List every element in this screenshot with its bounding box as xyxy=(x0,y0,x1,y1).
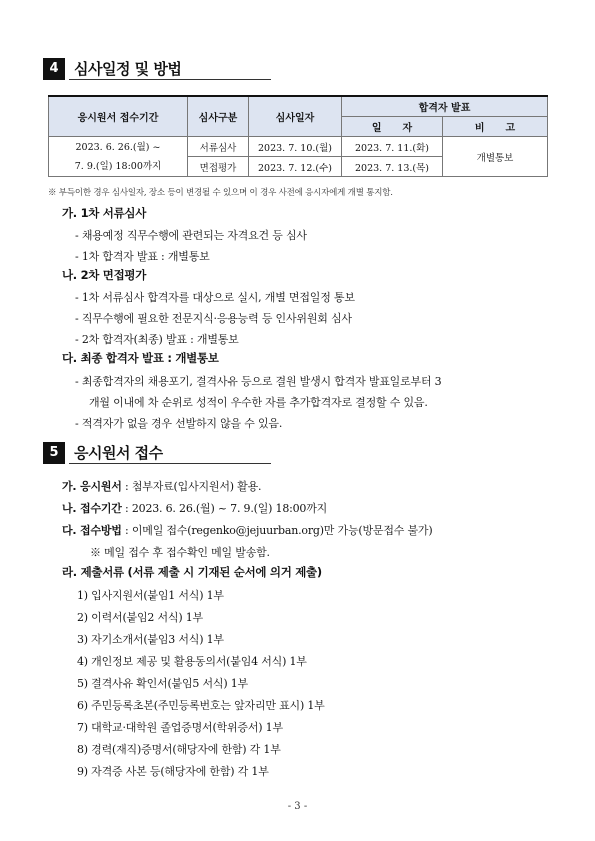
document-item: 4) 개인정보 제공 및 활용동의서(붙임4 서식) 1부 xyxy=(77,655,307,668)
page-number: - 3 - xyxy=(287,801,308,812)
method-note: ※ 메일 접수 후 접수확인 메일 발송함. xyxy=(90,546,270,559)
schedule-note: ※ 부득이한 경우 심사일자, 장소 등이 변경될 수 있으며 이 경우 사전에 응시자에게 개별 통지함. xyxy=(48,188,393,198)
item-da-title: 다. 최종 합격자 발표 : 개별통보 xyxy=(62,351,219,365)
document-item: 6) 주민등록초본(주민등록번호는 앞자리만 표시) 1부 xyxy=(77,699,325,712)
section-divider xyxy=(69,79,271,80)
document-item: 8) 경력(재직)증명서(해당자에 한함) 각 1부 xyxy=(77,743,281,756)
method-value: : 이메일 접수(regenko@jejuurban.org)만 가능(방문접수 불가) xyxy=(121,524,433,537)
header-remark: 비 고 xyxy=(443,117,548,137)
application-form-label: 가. 응시원서 xyxy=(62,480,122,493)
method-label: 다. 접수방법 xyxy=(62,524,122,537)
item-na-line-1: - 1차 서류심사 합격자를 대상으로 실시, 개별 면접일정 통보 xyxy=(75,291,355,304)
application-form-value: : 첨부자료(입사지원서) 활용. xyxy=(121,480,262,493)
row-1-type: 서류심사 xyxy=(188,137,249,157)
section-4-number: 4 xyxy=(43,58,65,80)
section-4-title: 심사일정 및 방법 xyxy=(74,60,182,78)
document-item: 5) 결격사유 확인서(붙임5 서식) 1부 xyxy=(77,677,248,690)
document-item: 2) 이력서(붙임2 서식) 1부 xyxy=(77,611,203,624)
row-2-announce-date: 2023. 7. 13.(목) xyxy=(342,157,443,177)
schedule-table xyxy=(48,95,548,177)
application-form-row xyxy=(62,478,261,494)
item-na-title: 나. 2차 면접평가 xyxy=(62,268,147,282)
item-da-line-3: - 적격자가 없을 경우 선발하지 않을 수 있음. xyxy=(75,417,283,430)
section-5-number: 5 xyxy=(43,442,65,464)
row-2-date: 2023. 7. 12.(수) xyxy=(249,157,342,177)
period-row xyxy=(62,500,327,516)
item-ga-title: 가. 1차 서류심사 xyxy=(62,206,147,220)
remark-cell: 개별통보 xyxy=(443,137,548,177)
period-label: 나. 접수기간 xyxy=(62,502,122,515)
section-4-header xyxy=(43,58,271,80)
item-ga-line-2: - 1차 합격자 발표 : 개별통보 xyxy=(75,250,210,263)
row-1-announce-date: 2023. 7. 11.(화) xyxy=(342,137,443,157)
period-cell xyxy=(49,137,188,177)
document-item: 7) 대학교·대학원 졸업증명서(학위증서) 1부 xyxy=(77,721,283,734)
document-item: 3) 자기소개서(붙임3 서식) 1부 xyxy=(77,633,224,646)
section-5-header xyxy=(43,442,271,464)
header-announce-date: 일 자 xyxy=(342,117,443,137)
item-na-line-2: - 직무수행에 필요한 전문지식·응용능력 등 인사위원회 심사 xyxy=(75,312,352,325)
period-line-1: 2023. 6. 26.(월) ~ xyxy=(75,141,161,153)
header-date: 심사일자 xyxy=(249,96,342,137)
method-row xyxy=(62,522,432,538)
row-2-type: 면접평가 xyxy=(188,157,249,177)
document-item: 9) 자격증 사본 등(해당자에 한함) 각 1부 xyxy=(77,765,269,778)
row-1-date: 2023. 7. 10.(월) xyxy=(249,137,342,157)
document-item: 1) 입사지원서(붙임1 서식) 1부 xyxy=(77,589,224,602)
period-value: : 2023. 6. 26.(월) ~ 7. 9.(일) 18:00까지 xyxy=(121,502,328,515)
period-line-2: 7. 9.(일) 18:00까지 xyxy=(74,160,162,172)
section-divider xyxy=(69,463,271,464)
item-da-line-1: - 최종합격자의 채용포기, 결격사유 등으로 결원 발생시 합격자 발표일로부터 3 xyxy=(75,375,442,388)
item-da-line-2: 개월 이내에 차 순위로 성적이 우수한 자를 추가합격자로 결정할 수 있음. xyxy=(89,396,428,409)
header-period: 응시원서 접수기간 xyxy=(49,96,188,137)
item-na-line-3: - 2차 합격자(최종) 발표 : 개별통보 xyxy=(75,333,239,346)
item-ga-line-1: - 채용예정 직무수행에 관련되는 자격요건 등 심사 xyxy=(75,229,307,242)
header-announce: 합격자 발표 xyxy=(342,96,548,117)
documents-title: 라. 제출서류 (서류 제출 시 기재된 순서에 의거 제출) xyxy=(62,565,322,579)
header-type: 심사구분 xyxy=(188,96,249,137)
section-5-title: 응시원서 접수 xyxy=(74,444,163,462)
